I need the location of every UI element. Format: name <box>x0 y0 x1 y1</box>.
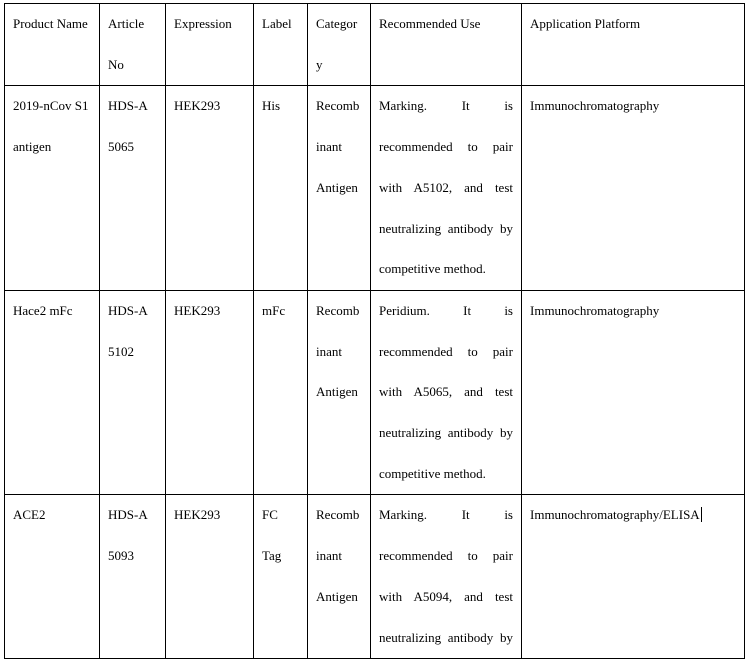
cell-label[interactable] <box>254 290 308 495</box>
cell-text-line: Categor <box>316 16 358 31</box>
cell-label[interactable] <box>254 86 308 291</box>
cell-text-line: competitive method. <box>379 261 486 277</box>
cell-text-line: inant <box>316 343 342 359</box>
cell-article-no[interactable] <box>100 86 166 291</box>
table-row <box>5 290 745 495</box>
cell-text-line: Antigen <box>316 179 358 195</box>
cell-text-line: neutralizing antibody by <box>379 425 513 441</box>
cell-product-name[interactable] <box>5 495 100 659</box>
cell-text-line: 5093 <box>108 548 134 564</box>
cell-text-line: antigen <box>13 139 52 155</box>
cell-text-line: inant <box>316 139 342 155</box>
cell-expression[interactable] <box>166 290 254 495</box>
cell-text-line: Recomb <box>316 507 360 523</box>
cell-application-platform[interactable] <box>522 495 745 659</box>
cell-text-line: 5102 <box>108 343 134 359</box>
cell-text-line: competitive method. <box>379 465 486 481</box>
cell-text-line: mFc <box>262 302 286 318</box>
cell-text-line: HEK293 <box>174 507 221 523</box>
cell-text-line: Marking. It is <box>379 98 513 114</box>
cell-text-line: with A5094, and test <box>379 588 513 604</box>
cell-expression[interactable] <box>166 495 254 659</box>
cell-recommended-use[interactable] <box>371 290 522 495</box>
cell-text-line: Immunochromatography <box>530 98 660 114</box>
cell-text-line: 5065 <box>108 139 134 155</box>
table-row <box>5 495 745 659</box>
cell-text-line: 2019-nCov S1 <box>13 98 89 114</box>
cell-text-line: with A5065, and test <box>379 384 513 400</box>
cell-text-line: Marking. It is <box>379 507 513 523</box>
header-application-platform <box>522 4 745 86</box>
cell-text-line: HDS-A <box>108 507 148 523</box>
cell-text-line: Label <box>262 16 292 31</box>
cell-text-line: Product Name <box>13 16 88 31</box>
cell-text-line: Immunochromatography/ELISA <box>530 507 700 523</box>
header-article-no <box>100 4 166 86</box>
cell-text-line: HEK293 <box>174 98 221 114</box>
cell-text-line: recommended to pair <box>379 139 513 155</box>
cell-application-platform[interactable] <box>522 86 745 291</box>
cell-text-line: His <box>262 98 281 114</box>
cell-category[interactable] <box>308 290 371 495</box>
header-label <box>254 4 308 86</box>
cell-expression[interactable] <box>166 86 254 291</box>
cell-text-line: ACE2 <box>13 507 46 523</box>
header-expression <box>166 4 254 86</box>
cell-text-line: neutralizing antibody by <box>379 220 513 236</box>
cell-text-line: Immunochromatography <box>530 302 660 318</box>
cell-text-line: Application Platform <box>530 16 641 31</box>
cell-text-line: Article <box>108 16 145 31</box>
document-page <box>4 3 745 659</box>
cell-product-name[interactable] <box>5 290 100 495</box>
table-header-row <box>5 4 745 86</box>
cell-text-line: Antigen <box>316 588 358 604</box>
cell-text-line: HDS-A <box>108 98 148 114</box>
cell-text-line: Peridium. It is <box>379 302 513 318</box>
cell-article-no[interactable] <box>100 290 166 495</box>
table-row <box>5 86 745 291</box>
cell-text-line: inant <box>316 548 342 564</box>
header-product-name <box>5 4 100 86</box>
cell-category[interactable] <box>308 495 371 659</box>
cell-category[interactable] <box>308 86 371 291</box>
cell-recommended-use[interactable] <box>371 495 522 659</box>
header-recommended-use <box>371 4 522 86</box>
cell-text-line: HDS-A <box>108 302 148 318</box>
cell-text-line: with A5102, and test <box>379 179 513 195</box>
header-category <box>308 4 371 86</box>
cell-text-line: Recommended Use <box>379 16 481 31</box>
cell-application-platform[interactable] <box>522 290 745 495</box>
cell-product-name[interactable] <box>5 86 100 291</box>
cell-text-line: Recomb <box>316 302 360 318</box>
cell-text-line: recommended to pair <box>379 548 513 564</box>
cell-recommended-use[interactable] <box>371 86 522 291</box>
cell-text-line: Tag <box>262 548 282 564</box>
cell-text-line: Hace2 mFc <box>13 302 73 318</box>
cell-text-line: Expression <box>174 16 232 31</box>
cell-text-line: Antigen <box>316 384 358 400</box>
cell-label[interactable] <box>254 495 308 659</box>
cell-text-line: y <box>316 56 323 72</box>
product-table <box>4 3 745 659</box>
cell-text-line: neutralizing antibody by <box>379 629 513 645</box>
cell-text-line: FC <box>262 507 278 523</box>
cell-text-line: No <box>108 56 124 72</box>
cell-text-line: HEK293 <box>174 302 221 318</box>
text-cursor <box>701 507 702 522</box>
cell-article-no[interactable] <box>100 495 166 659</box>
cell-text-line: recommended to pair <box>379 343 513 359</box>
cell-text-line: Recomb <box>316 98 360 114</box>
